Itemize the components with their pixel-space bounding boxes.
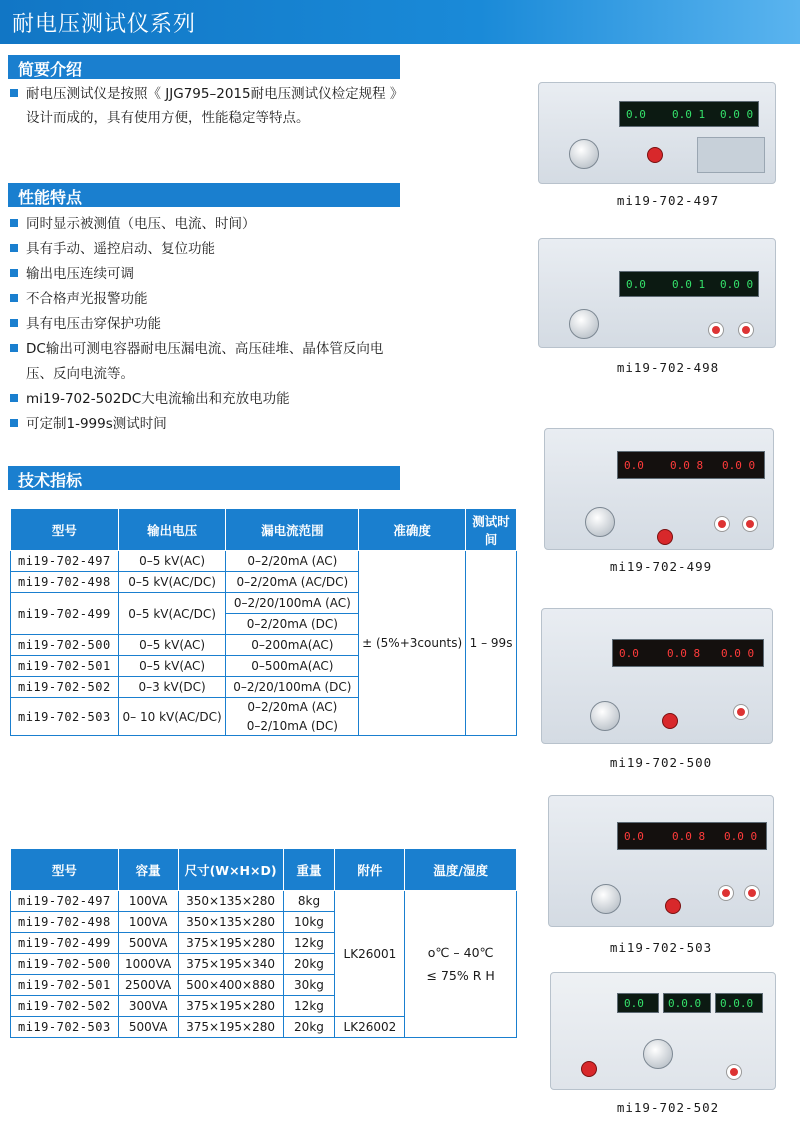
- size-cell: 500×400×880: [178, 975, 283, 996]
- voltage-cell: 0–5 kV(AC/DC): [118, 593, 226, 635]
- voltage-cell: 0– 10 kV(AC/DC): [118, 698, 226, 736]
- size-cell: 375×195×280: [178, 1017, 283, 1038]
- display-value: 0.0: [626, 108, 646, 121]
- model-cell: mi19-702-500: [11, 635, 119, 656]
- model-cell: mi19-702-501: [11, 656, 119, 677]
- product-caption: mi19-702-499: [609, 559, 713, 574]
- terminal-icon: [743, 517, 757, 531]
- product-photo-500: [541, 608, 773, 744]
- product-caption: mi19-702-497: [616, 193, 720, 208]
- display-value: 0.0 0: [722, 459, 756, 472]
- display-value: 0.0 1: [672, 108, 706, 121]
- current-cell: 0–200mA(AC): [226, 635, 359, 656]
- feature-text: mi19-702-502DC大电流输出和充放电功能: [26, 391, 290, 407]
- feature-text: 具有电压击穿保护功能: [26, 316, 161, 332]
- capacity-cell: 100VA: [118, 891, 178, 912]
- env-cell: [405, 891, 517, 1038]
- section-title: 性能特点: [18, 188, 83, 207]
- capacity-cell: 100VA: [118, 912, 178, 933]
- feature-item: [10, 339, 383, 359]
- current-cell: 0–2/20/100mA (DC): [226, 677, 359, 698]
- display-panel: [663, 993, 711, 1013]
- display-value: 0.0: [624, 459, 644, 472]
- display-panel: [619, 271, 759, 297]
- feature-text: 同时显示被测值（电压、电流、时间）: [26, 216, 256, 232]
- bullet-icon: [10, 219, 18, 227]
- product-photo-498: [538, 238, 776, 348]
- product-caption: mi19-702-502: [616, 1100, 720, 1115]
- column-header: 漏电流范围: [226, 509, 359, 551]
- model-cell: mi19-702-498: [11, 572, 119, 593]
- table-row: [11, 551, 517, 572]
- bullet-icon: [10, 344, 18, 352]
- product-photo-497: [538, 82, 776, 184]
- terminal-icon: [719, 886, 733, 900]
- stop-button-icon: [665, 898, 681, 914]
- bullet-icon: [10, 294, 18, 302]
- size-cell: 375×195×340: [178, 954, 283, 975]
- current-cell: 0–2/20mA (AC/DC): [226, 572, 359, 593]
- display-value: 0.0.0: [720, 997, 754, 1010]
- display-panel: [612, 639, 764, 667]
- display-value: 0.0: [619, 647, 639, 660]
- feature-text: 不合格声光报警功能: [26, 291, 148, 307]
- weight-cell: 12kg: [283, 996, 335, 1017]
- voltage-cell: 0–5 kV(AC): [118, 635, 226, 656]
- display-value: 0.0 0: [724, 830, 758, 843]
- column-header: 型号: [11, 509, 119, 551]
- table-header-row: [11, 849, 517, 891]
- intro-line: [10, 84, 403, 104]
- intro-line: 设计而成的，具有使用方便，性能稳定等特点。: [26, 110, 310, 126]
- feature-text: 可定制1-999s测试时间: [26, 416, 167, 432]
- model-cell: mi19-702-503: [11, 698, 119, 736]
- column-header: 输出电压: [118, 509, 226, 551]
- display-value: 0.0 1: [672, 278, 706, 291]
- accessory-cell: LK26001: [335, 891, 405, 1017]
- display-value: 0.0 0: [721, 647, 755, 660]
- size-cell: 375×195×280: [178, 933, 283, 954]
- current-cell: 0–2/20/100mA (AC): [226, 593, 359, 614]
- model-cell: mi19-702-503: [11, 1017, 119, 1038]
- capacity-cell: 2500VA: [118, 975, 178, 996]
- model-cell: mi19-702-499: [11, 933, 119, 954]
- model-cell: mi19-702-501: [11, 975, 119, 996]
- column-header: 准确度: [359, 509, 466, 551]
- stop-button-icon: [657, 529, 673, 545]
- bullet-icon: [10, 319, 18, 327]
- display-panel: [715, 993, 763, 1013]
- size-cell: 375×195×280: [178, 996, 283, 1017]
- column-header: 重量: [283, 849, 335, 891]
- display-value: 0.0 0: [720, 108, 754, 121]
- voltage-cell: 0–5 kV(AC): [118, 551, 226, 572]
- capacity-cell: 300VA: [118, 996, 178, 1017]
- stop-button-icon: [647, 147, 663, 163]
- current-cell: 0–2/20mA (AC): [226, 551, 359, 572]
- size-cell: 350×135×280: [178, 912, 283, 933]
- model-cell: mi19-702-502: [11, 996, 119, 1017]
- feature-continued: 压、反向电流等。: [26, 366, 134, 382]
- section-header-features: [8, 183, 400, 207]
- section-title: 简要介绍: [18, 60, 83, 79]
- current-cell: 0–500mA(AC): [226, 656, 359, 677]
- voltage-knob: [569, 139, 599, 169]
- accuracy-cell: ± (5%+3counts): [359, 551, 466, 736]
- voltage-cell: 0–5 kV(AC): [118, 656, 226, 677]
- display-value: 0.0 0: [720, 278, 754, 291]
- display-value: 0.0 8: [667, 647, 701, 660]
- feature-item: [10, 414, 167, 434]
- voltage-cell: 0–5 kV(AC/DC): [118, 572, 226, 593]
- voltage-knob: [591, 884, 621, 914]
- section-header-specs: [8, 466, 400, 490]
- model-cell: mi19-702-502: [11, 677, 119, 698]
- product-caption: mi19-702-498: [616, 360, 720, 375]
- display-panel: [617, 822, 767, 850]
- feature-item: [10, 239, 215, 259]
- column-header: 型号: [11, 849, 119, 891]
- spec-table-2: [10, 848, 517, 1038]
- weight-cell: 8kg: [283, 891, 335, 912]
- column-header: 附件: [335, 849, 405, 891]
- product-photo-502: [550, 972, 776, 1090]
- capacity-cell: 500VA: [118, 1017, 178, 1038]
- model-cell: mi19-702-497: [11, 551, 119, 572]
- display-panel: [619, 101, 759, 127]
- display-value: 0.0 8: [670, 459, 704, 472]
- bullet-icon: [10, 89, 18, 97]
- column-header: 容量: [118, 849, 178, 891]
- feature-item: [10, 289, 148, 309]
- section-header-intro: [8, 55, 400, 79]
- feature-text: 具有手动、遥控启动、复位功能: [26, 241, 215, 257]
- voltage-knob: [590, 701, 620, 731]
- output-panel: [697, 137, 765, 173]
- display-value: 0.0 8: [672, 830, 706, 843]
- title-bar: [0, 0, 800, 44]
- display-value: 0.0: [624, 997, 644, 1010]
- section-title: 技术指标: [18, 471, 83, 490]
- terminal-icon: [745, 886, 759, 900]
- terminal-icon: [734, 705, 748, 719]
- column-header: 测试时间: [466, 509, 517, 551]
- model-cell: mi19-702-498: [11, 912, 119, 933]
- voltage-cell: 0–3 kV(DC): [118, 677, 226, 698]
- voltage-knob: [569, 309, 599, 339]
- weight-cell: 30kg: [283, 975, 335, 996]
- voltage-knob: [643, 1039, 673, 1069]
- weight-cell: 20kg: [283, 1017, 335, 1038]
- column-header: 尺寸(W×H×D): [178, 849, 283, 891]
- page-title: 耐电压测试仪系列: [12, 12, 197, 37]
- current-cell: 0–2/10mA (DC): [226, 717, 359, 736]
- temperature-text: o℃ – 40℃: [427, 945, 494, 960]
- column-header: 温度/湿度: [405, 849, 517, 891]
- weight-cell: 20kg: [283, 954, 335, 975]
- time-cell: 1 – 99s: [466, 551, 517, 736]
- feature-item: [10, 314, 161, 334]
- size-cell: 350×135×280: [178, 891, 283, 912]
- display-value: 0.0: [626, 278, 646, 291]
- current-cell: 0–2/20mA (AC): [226, 698, 359, 717]
- current-cell: 0–2/20mA (DC): [226, 614, 359, 635]
- display-panel: [617, 993, 659, 1013]
- terminal-icon: [727, 1065, 741, 1079]
- product-caption: mi19-702-503: [609, 940, 713, 955]
- weight-cell: 10kg: [283, 912, 335, 933]
- product-photo-499: [544, 428, 774, 550]
- intro-text: 耐电压测试仪是按照《 JJG795–2015耐电压测试仪检定规程 》: [26, 86, 404, 102]
- spec-table: [10, 508, 517, 736]
- table-header-row: [11, 509, 517, 551]
- table-row: [11, 891, 517, 912]
- stop-button-icon: [662, 713, 678, 729]
- display-panel: [617, 451, 765, 479]
- humidity-text: ≤ 75% R H: [426, 968, 495, 983]
- bullet-icon: [10, 419, 18, 427]
- model-cell: mi19-702-499: [11, 593, 119, 635]
- feature-item: [10, 389, 290, 409]
- bullet-icon: [10, 394, 18, 402]
- bullet-icon: [10, 269, 18, 277]
- feature-text: 输出电压连续可调: [26, 266, 134, 282]
- model-cell: mi19-702-497: [11, 891, 119, 912]
- voltage-knob: [585, 507, 615, 537]
- terminal-icon: [739, 323, 753, 337]
- model-cell: mi19-702-500: [11, 954, 119, 975]
- capacity-cell: 500VA: [118, 933, 178, 954]
- accessory-cell: LK26002: [335, 1017, 405, 1038]
- terminal-icon: [709, 323, 723, 337]
- bullet-icon: [10, 244, 18, 252]
- feature-item: [10, 264, 134, 284]
- feature-text: DC输出可测电容器耐电压漏电流、高压硅堆、晶体管反向电: [26, 341, 384, 357]
- weight-cell: 12kg: [283, 933, 335, 954]
- display-value: 0.0: [624, 830, 644, 843]
- display-value: 0.0.0: [668, 997, 702, 1010]
- product-caption: mi19-702-500: [609, 755, 713, 770]
- product-photo-503: [548, 795, 774, 927]
- terminal-icon: [715, 517, 729, 531]
- feature-item: [10, 214, 256, 234]
- stop-button-icon: [581, 1061, 597, 1077]
- capacity-cell: 1000VA: [118, 954, 178, 975]
